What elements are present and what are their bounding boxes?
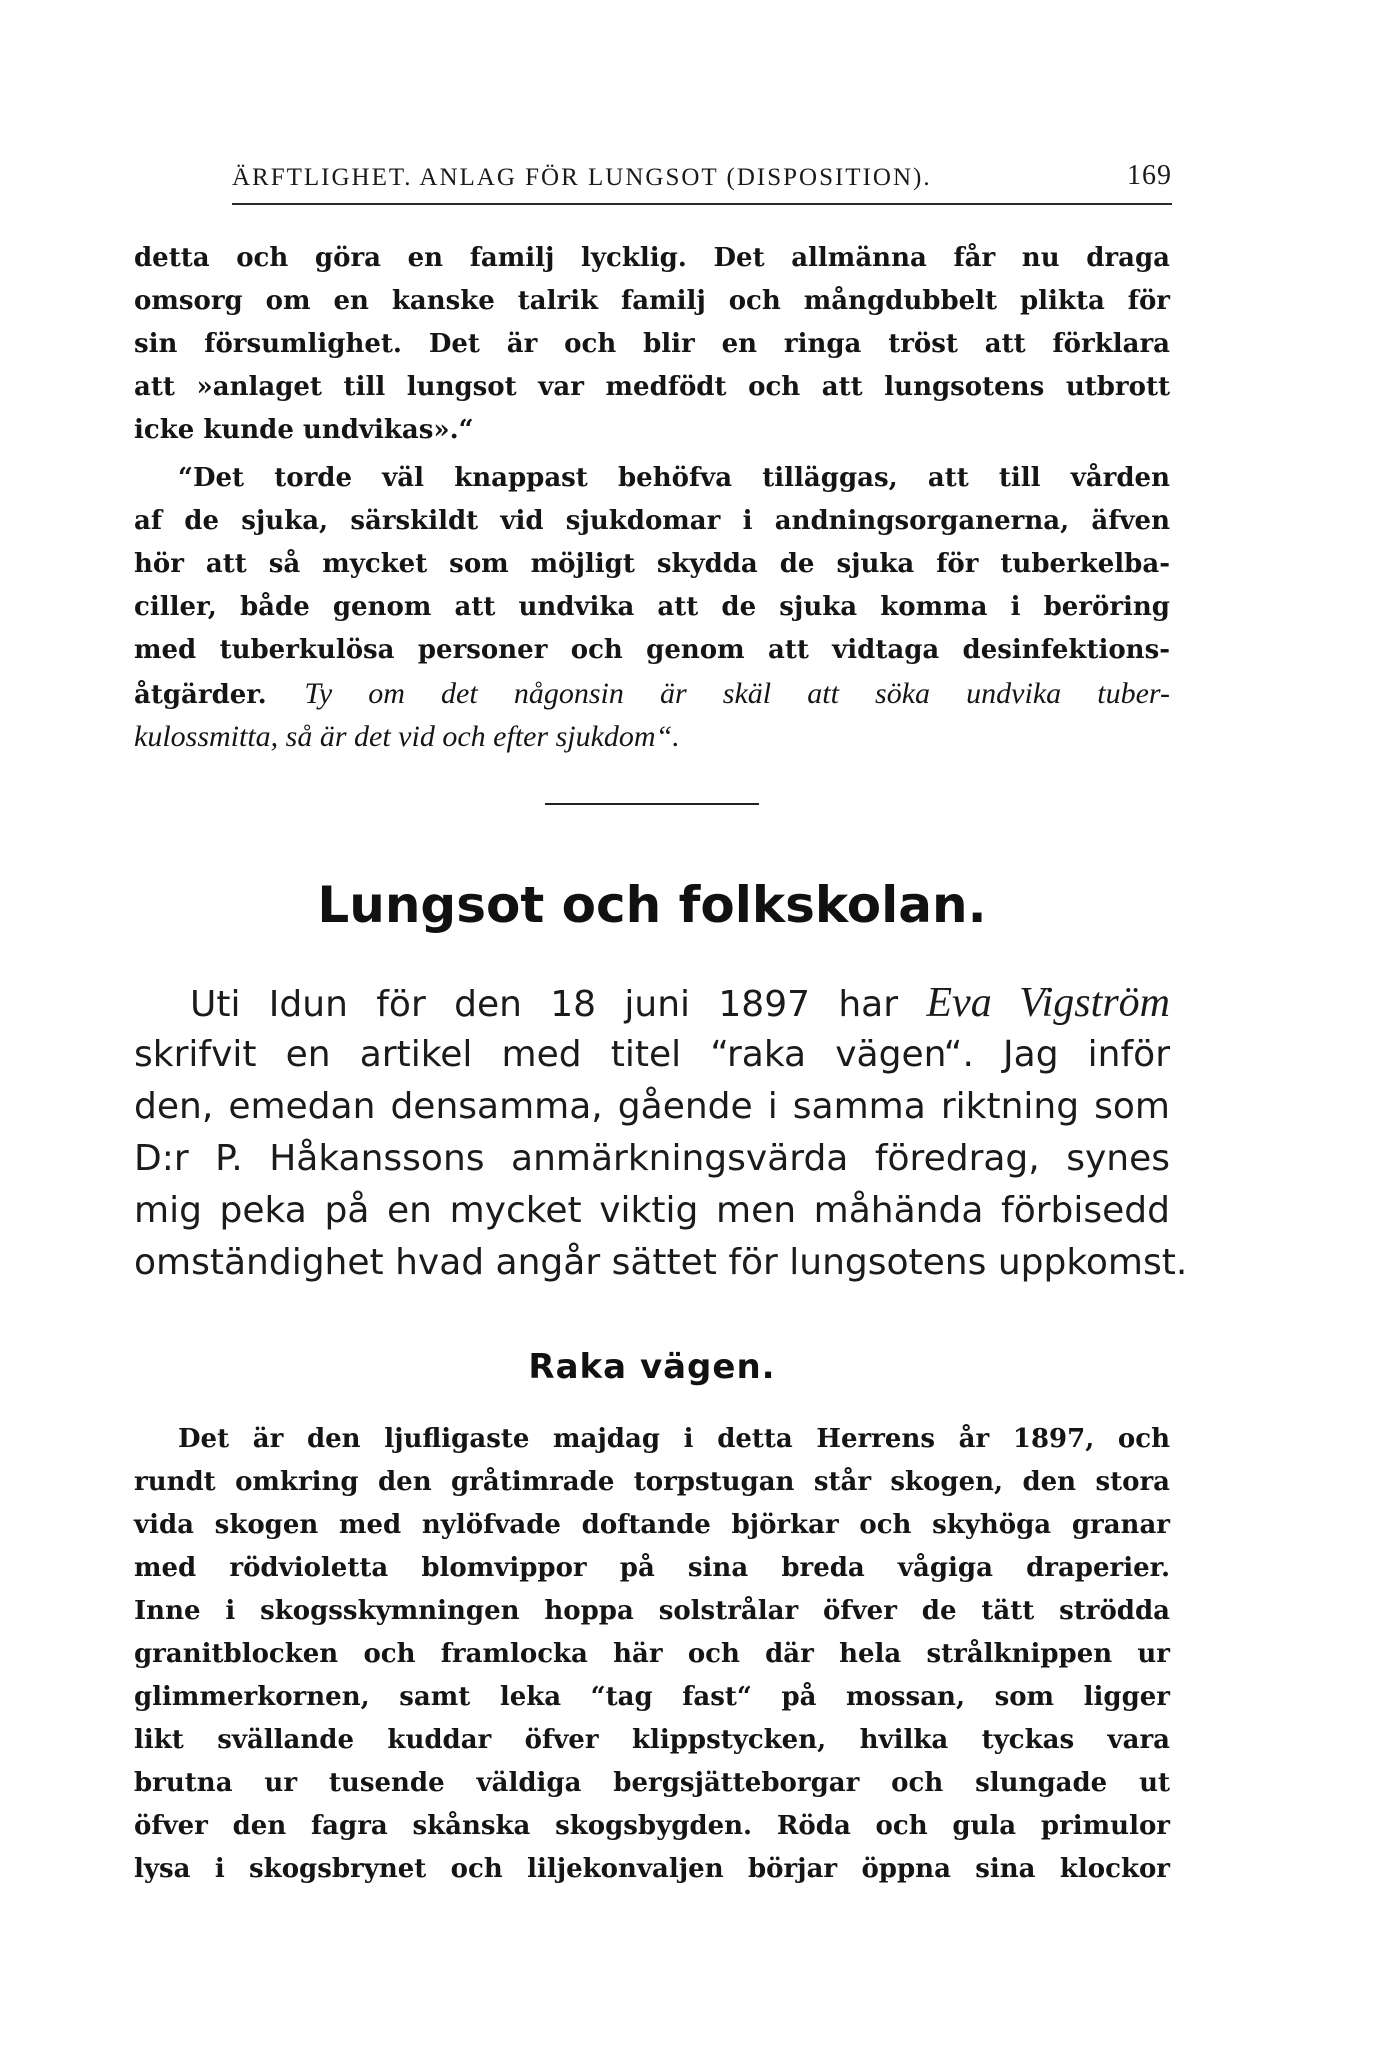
text-line: omsorg om en kanske talrik familj och mångdubbelt plikta för bbox=[134, 286, 1170, 316]
text-line: sin försumlighet. Det är och blir en ringa tröst att förklara bbox=[134, 329, 1170, 359]
text-line: brutna ur tusende väldiga bergsjätteborgar och slungade ut bbox=[134, 1768, 1170, 1798]
subheading: Raka vägen. bbox=[528, 1347, 776, 1387]
text-line: detta och göra en familj lycklig. Det allmänna får nu draga bbox=[134, 243, 1170, 273]
header-rule bbox=[232, 203, 1172, 205]
text-line: Det är den ljufligaste majdag i detta Herrens år 1897, och bbox=[178, 1424, 1170, 1454]
author-name: Eva Vigström bbox=[926, 980, 1171, 1026]
text-line: ciller, både genom att undvika att de sjuka komma i beröring bbox=[134, 592, 1170, 622]
text-italic: kulossmitta, så är det vid och efter sjukdom“. bbox=[134, 720, 680, 753]
text-line: skrifvit en artikel med titel “raka vägen“. Jag inför bbox=[134, 1034, 1170, 1075]
running-head-title: ÄRFTLIGHET. ANLAG FÖR LUNGSOT (DISPOSITION). bbox=[232, 164, 932, 191]
text-line: “Det torde väl knappast behöfva tilläggas, att till vården bbox=[178, 463, 1170, 493]
text-line: af de sjuka, särskildt vid sjukdomar i andningsorganerna, äfven bbox=[134, 506, 1170, 536]
page-number: 169 bbox=[1127, 160, 1172, 191]
text-line: mig peka på en mycket viktig men måhända förbisedd bbox=[134, 1190, 1170, 1231]
text-line: D:r P. Håkanssons anmärkningsvärda föredrag, synes bbox=[134, 1138, 1170, 1179]
section-heading: Lungsot och folkskolan. bbox=[317, 876, 987, 934]
text-line: granitblocken och framlocka här och där hela strålknippen ur bbox=[134, 1639, 1170, 1669]
text-line: rundt omkring den gråtimrade torpstugan står skogen, den stora bbox=[134, 1467, 1170, 1497]
text-line: att »anlaget till lungsot var medfödt och att lungsotens utbrott bbox=[134, 372, 1170, 402]
intro-paragraph bbox=[134, 977, 1188, 1289]
text-line: den, emedan densamma, gående i samma riktning som bbox=[134, 1086, 1170, 1127]
text-line: lysa i skogsbrynet och liljekonvaljen börjar öppna sina klockor bbox=[134, 1854, 1170, 1884]
text-line: Inne i skogsskymningen hoppa solstrålar öfver de tätt strödda bbox=[134, 1596, 1170, 1626]
section-divider bbox=[545, 803, 759, 805]
paragraph-3 bbox=[134, 1418, 1170, 1891]
text-plain: åtgärder. bbox=[134, 680, 267, 710]
text-line: öfver den fagra skånska skogsbygden. Röda och gula primulor bbox=[134, 1811, 1170, 1841]
text-italic: Ty om det någonsin är skäl att söka undvika tuber- bbox=[304, 677, 1170, 710]
text-line: vida skogen med nylöfvade doftande björkar och skyhöga granar bbox=[134, 1510, 1170, 1540]
text-line bbox=[134, 977, 1170, 1029]
text-line: med rödvioletta blomvippor på sina breda vågiga draperier. bbox=[134, 1553, 1170, 1583]
paragraph-2 bbox=[134, 457, 1170, 758]
paragraph-1 bbox=[134, 237, 1170, 452]
text-line bbox=[134, 672, 1170, 715]
text-line: likt svällande kuddar öfver klippstycken, hvilka tyckas vara bbox=[134, 1725, 1170, 1755]
running-head bbox=[232, 160, 1172, 200]
text-line bbox=[134, 715, 1170, 758]
text-line: icke kunde undvikas».“ bbox=[134, 415, 474, 445]
text-line: glimmerkornen, samt leka “tag fast“ på mossan, som ligger bbox=[134, 1682, 1170, 1712]
text-plain: Uti Idun för den 18 juni 1897 har bbox=[190, 984, 899, 1025]
text-line: med tuberkulösa personer och genom att vidtaga desinfektions- bbox=[134, 635, 1170, 665]
text-line: omständighet hvad angår sättet för lungsotens uppkomst. bbox=[134, 1242, 1188, 1283]
text-line: hör att så mycket som möjligt skydda de sjuka för tuberkelba- bbox=[134, 549, 1170, 579]
